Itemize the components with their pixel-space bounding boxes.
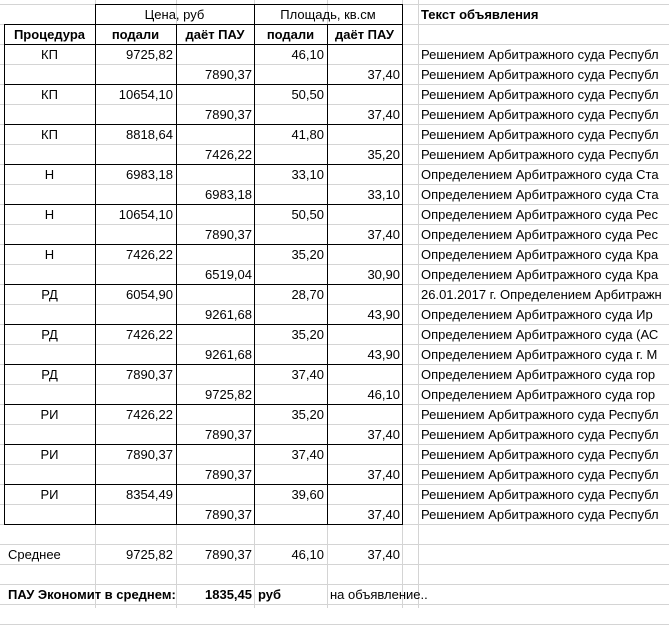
area-pau-cell[interactable]: 43,90 <box>367 307 400 322</box>
column-gridline <box>418 0 419 608</box>
area-submitted-cell[interactable]: 37,40 <box>291 367 324 382</box>
ad-text-cell[interactable]: Решением Арбитражного суда Республ <box>421 47 659 62</box>
ad-text-cell[interactable]: Определением Арбитражного суда Рес <box>421 207 658 222</box>
average-area-submitted[interactable]: 46,10 <box>291 547 324 562</box>
ad-text-cell[interactable]: Решением Арбитражного суда Республ <box>421 147 659 162</box>
average-price-pau[interactable]: 7890,37 <box>205 547 252 562</box>
procedure-cell[interactable]: РИ <box>40 487 59 502</box>
procedure-cell[interactable]: РД <box>41 287 58 302</box>
ad-text-cell[interactable]: Решением Арбитражного суда Республ <box>421 67 659 82</box>
ad-text-cell[interactable]: Решением Арбитражного суда Республ <box>421 107 659 122</box>
area-submitted-cell[interactable]: 33,10 <box>291 167 324 182</box>
area-pau-header[interactable]: даёт ПАУ <box>334 27 394 42</box>
ad-text-cell[interactable]: Решением Арбитражного суда Республ <box>421 507 659 522</box>
area-pau-cell[interactable]: 43,90 <box>367 347 400 362</box>
area-pau-cell[interactable]: 33,10 <box>367 187 400 202</box>
ad-text-cell[interactable]: Решением Арбитражного суда Республ <box>421 487 659 502</box>
area-pau-cell[interactable]: 37,40 <box>367 67 400 82</box>
procedure-cell[interactable]: КП <box>41 127 58 142</box>
price-pau-cell[interactable]: 7890,37 <box>205 227 252 242</box>
area-pau-cell[interactable]: 37,40 <box>367 427 400 442</box>
procedure-cell[interactable]: КП <box>41 47 58 62</box>
price-submitted-cell[interactable]: 8818,64 <box>126 127 173 142</box>
ad-text-header[interactable]: Текст объявления <box>421 7 539 22</box>
price-pau-cell[interactable]: 7890,37 <box>205 67 252 82</box>
price-pau-cell[interactable]: 9261,68 <box>205 307 252 322</box>
area-submitted-cell[interactable]: 41,80 <box>291 127 324 142</box>
area-pau-cell[interactable]: 35,20 <box>367 147 400 162</box>
average-label[interactable]: Среднее <box>8 547 61 562</box>
ad-text-cell[interactable]: Определением Арбитражного суда Кра <box>421 267 659 282</box>
price-submitted-cell[interactable]: 7890,37 <box>126 367 173 382</box>
area-submitted-cell[interactable]: 46,10 <box>291 47 324 62</box>
area-submitted-cell[interactable]: 39,60 <box>291 487 324 502</box>
price-group-header[interactable]: Цена, руб <box>144 7 205 22</box>
ad-text-cell[interactable]: Определением Арбитражного суда Кра <box>421 247 659 262</box>
area-submitted-cell[interactable]: 35,20 <box>291 327 324 342</box>
area-pau-cell[interactable]: 37,40 <box>367 107 400 122</box>
price-pau-cell[interactable]: 7890,37 <box>205 107 252 122</box>
procedure-cell[interactable]: РИ <box>40 447 59 462</box>
table-border <box>402 4 403 525</box>
price-pau-cell[interactable]: 9261,68 <box>205 347 252 362</box>
area-pau-cell[interactable]: 46,10 <box>367 387 400 402</box>
price-submitted-cell[interactable]: 9725,82 <box>126 47 173 62</box>
area-submitted-cell[interactable]: 28,70 <box>291 287 324 302</box>
price-submitted-cell[interactable]: 10654,10 <box>118 87 173 102</box>
procedure-cell[interactable]: КП <box>41 87 58 102</box>
ad-text-cell[interactable]: Определением Арбитражного суда Ста <box>421 187 659 202</box>
price-pau-cell[interactable]: 7890,37 <box>205 467 252 482</box>
area-submitted-cell[interactable]: 50,50 <box>291 87 324 102</box>
area-submitted-header[interactable]: подали <box>266 27 315 42</box>
price-submitted-cell[interactable]: 7890,37 <box>126 447 173 462</box>
price-pau-cell[interactable]: 6983,18 <box>205 187 252 202</box>
price-pau-cell[interactable]: 7426,22 <box>205 147 252 162</box>
ad-text-cell[interactable]: Решением Арбитражного суда Республ <box>421 407 659 422</box>
ad-text-cell[interactable]: Решением Арбитражного суда Республ <box>421 127 659 142</box>
procedure-cell[interactable]: Н <box>44 207 55 222</box>
price-submitted-cell[interactable]: 7426,22 <box>126 407 173 422</box>
savings-suffix[interactable]: на объявление.. <box>330 587 428 602</box>
area-group-header[interactable]: Площадь, кв.см <box>280 7 376 22</box>
ad-text-cell[interactable]: Решением Арбитражного суда Республ <box>421 427 659 442</box>
ad-text-cell[interactable]: Определением Арбитражного суда гор <box>421 387 656 402</box>
ad-text-cell[interactable]: Определением Арбитражного суда г. М <box>421 347 658 362</box>
procedure-cell[interactable]: РД <box>41 327 58 342</box>
price-pau-cell[interactable]: 6519,04 <box>205 267 252 282</box>
area-pau-cell[interactable]: 37,40 <box>367 227 400 242</box>
savings-value[interactable]: 1835,45 <box>205 587 252 602</box>
price-pau-cell[interactable]: 7890,37 <box>205 507 252 522</box>
area-pau-cell[interactable]: 37,40 <box>367 507 400 522</box>
ad-text-cell[interactable]: Решением Арбитражного суда Республ <box>421 447 659 462</box>
price-submitted-header[interactable]: подали <box>111 27 160 42</box>
average-price-submitted[interactable]: 9725,82 <box>126 547 173 562</box>
area-submitted-cell[interactable]: 35,20 <box>291 407 324 422</box>
price-pau-header[interactable]: даёт ПАУ <box>185 27 245 42</box>
area-submitted-cell[interactable]: 37,40 <box>291 447 324 462</box>
ad-text-cell[interactable]: Определением Арбитражного суда Рес <box>421 227 658 242</box>
ad-text-cell[interactable]: 26.01.2017 г. Определением Арбитражн <box>421 287 662 302</box>
price-pau-cell[interactable]: 7890,37 <box>205 427 252 442</box>
price-submitted-cell[interactable]: 6054,90 <box>126 287 173 302</box>
price-submitted-cell[interactable]: 8354,49 <box>126 487 173 502</box>
ad-text-cell[interactable]: Определением Арбитражного суда Ир <box>421 307 653 322</box>
price-submitted-cell[interactable]: 7426,22 <box>126 327 173 342</box>
procedure-cell[interactable]: РИ <box>40 407 59 422</box>
price-submitted-cell[interactable]: 7426,22 <box>126 247 173 262</box>
savings-unit[interactable]: руб <box>258 587 282 602</box>
procedure-header[interactable]: Процедура <box>13 27 86 42</box>
price-submitted-cell[interactable]: 6983,18 <box>126 167 173 182</box>
ad-text-cell[interactable]: Решением Арбитражного суда Республ <box>421 87 659 102</box>
savings-label[interactable]: ПАУ Экономит в среднем: <box>8 587 176 602</box>
procedure-cell[interactable]: РД <box>41 367 58 382</box>
ad-text-cell[interactable]: Решением Арбитражного суда Республ <box>421 467 659 482</box>
area-pau-cell[interactable]: 30,90 <box>367 267 400 282</box>
procedure-cell[interactable]: Н <box>44 167 55 182</box>
ad-text-cell[interactable]: Определением Арбитражного суда гор <box>421 367 656 382</box>
price-pau-cell[interactable]: 9725,82 <box>205 387 252 402</box>
area-submitted-cell[interactable]: 35,20 <box>291 247 324 262</box>
average-area-pau[interactable]: 37,40 <box>367 547 400 562</box>
area-pau-cell[interactable]: 37,40 <box>367 467 400 482</box>
procedure-cell[interactable]: Н <box>44 247 55 262</box>
ad-text-cell[interactable]: Определением Арбитражного суда Ста <box>421 167 659 182</box>
area-submitted-cell[interactable]: 50,50 <box>291 207 324 222</box>
price-submitted-cell[interactable]: 10654,10 <box>118 207 173 222</box>
ad-text-cell[interactable]: Определением Арбитражного суда (АС <box>421 327 659 342</box>
